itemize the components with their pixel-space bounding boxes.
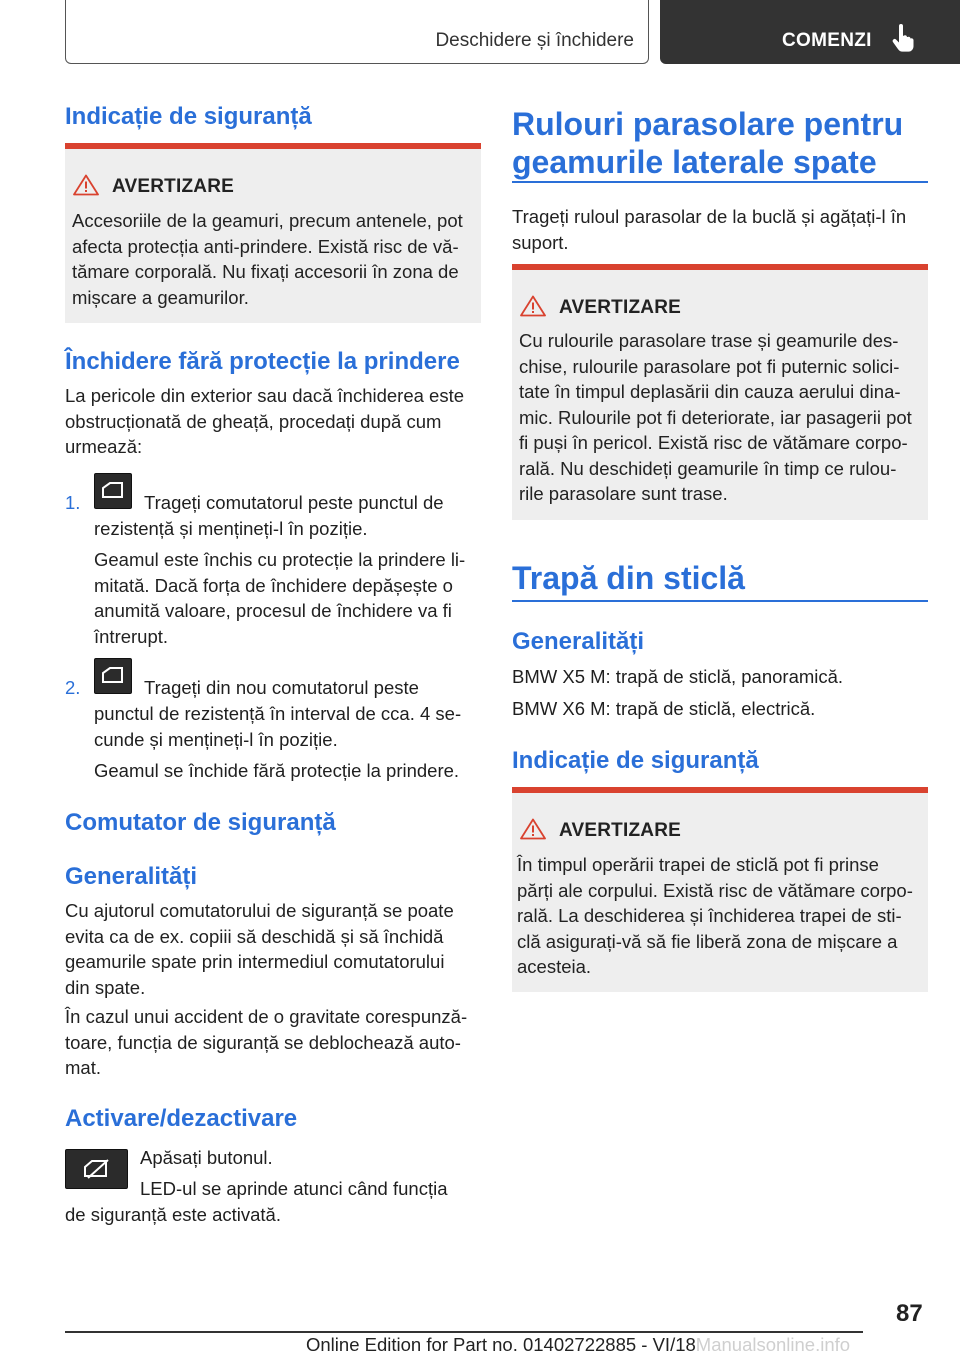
- accident-text: În cazul unui accident de o gravitate corespunză- toare, funcția de siguranță se deblochează auto- mat.: [65, 1006, 468, 1078]
- step-text: punctul de rezistență în interval de cca. 4 se-: [94, 703, 462, 724]
- warning-text: Cu rulourile parasolare trase și geamurile des- chise, rulourile parasolare pot fi puternic solici- tate în timpul deplasării din cauza aerului dina- mic. Rulourile pot fi deteriorate, iar pasagerii pot fi puși în pericol. Există risc de vătămare corpo- rală. Nu deschideți geamurile în timp ce rulou- rile parasolare sunt trase.: [519, 330, 912, 504]
- child-lock-button-icon: [65, 1149, 128, 1189]
- sunroof-heading: Trapă din sticlă: [512, 560, 745, 596]
- activation-heading: Activare/dezactivare: [65, 1105, 298, 1132]
- hand-pointer-icon: [892, 24, 914, 52]
- x5-text: BMW X5 M: trapă de sticlă, panoramică.: [512, 666, 844, 687]
- window-switch-icon: [94, 658, 132, 694]
- step-number: 2.: [65, 677, 81, 698]
- header-section-title: Deschidere și închidere: [435, 30, 634, 51]
- step-note: Geamul este închis cu protecție la prindere li- mitată. Dacă forța de închidere depășește o anumită valoare, procesul de închidere va fi întrerupt.: [94, 549, 466, 647]
- warning-text: În timpul operării trapei de sticlă pot fi prinse părți ale corpului. Există risc de vătămare corpo- rală. La deschiderea și închiderea trapei de sti- clă asigurați-vă să fie liberă zona de mișcare a acesteia.: [517, 854, 913, 977]
- page-number: 87: [896, 1300, 923, 1327]
- warning-box-accessories: [65, 143, 481, 323]
- step-text: rezistență și mențineți-l în poziție.: [94, 518, 368, 539]
- step-text: cunde și mențineți-l în poziție.: [94, 729, 338, 750]
- header-section-tab: [65, 0, 649, 64]
- x6-text: BMW X6 M: trapă de sticlă, electrică.: [512, 698, 816, 719]
- switch-heading: Comutator de siguranță: [65, 809, 336, 836]
- closing-heading: Închidere fără protecție la prindere: [65, 348, 460, 375]
- step-text: Trageți din nou comutatorul peste: [144, 677, 419, 698]
- header-chapter-title: COMENZI: [782, 30, 872, 51]
- footer-rule: [65, 1331, 863, 1333]
- warning-triangle-icon: [73, 174, 99, 196]
- warning-triangle-icon: [520, 818, 546, 840]
- step-note: Geamul se închide fără protecție la prindere.: [94, 760, 460, 781]
- activation-press-text: Apăsați butonul.: [140, 1147, 273, 1168]
- general-heading-right: Generalități: [512, 628, 645, 655]
- warning-title: AVERTIZARE: [112, 176, 234, 197]
- activation-led-text: LED-ul se aprinde atunci când funcția: [140, 1178, 448, 1199]
- warning-title: AVERTIZARE: [559, 820, 681, 841]
- step-text: Trageți comutatorul peste punctul de: [144, 492, 444, 513]
- header-chapter-tab: [660, 0, 960, 64]
- blinds-heading: Rulouri parasolare pentru geamurile laterale spate: [512, 106, 904, 180]
- general-text: Cu ajutorul comutatorului de siguranță se poate evita ca de ex. copiii să deschidă și să închidă geamurile spate prin intermediul comutatorului din spate.: [65, 900, 454, 998]
- window-switch-icon: [94, 473, 132, 509]
- warning-triangle-icon: [520, 295, 546, 317]
- warning-title: AVERTIZARE: [559, 297, 681, 318]
- general-heading-left: Generalități: [65, 863, 198, 890]
- warning-box-blinds: [512, 264, 928, 520]
- blinds-text: Trageți ruloul parasolar de la buclă și agățați-l în suport.: [512, 206, 907, 253]
- closing-intro: La pericole din exterior sau dacă închiderea este obstrucționată de gheață, procedați după cum urmează:: [65, 385, 465, 457]
- step-number: 1.: [65, 492, 81, 513]
- heading-rule: [512, 181, 928, 183]
- safety-heading-right: Indicație de siguranță: [512, 747, 759, 774]
- activation-led-text: de siguranță este activată.: [65, 1204, 281, 1225]
- footer-watermark: Manualsonline.info: [695, 1334, 851, 1355]
- warning-box-sunroof: [512, 787, 928, 992]
- safety-heading-left: Indicație de siguranță: [65, 103, 312, 130]
- heading-rule: [512, 600, 928, 602]
- footer-edition: Online Edition for Part no. 01402722885 - VI/18Manualsonline.info: [306, 1334, 851, 1355]
- warning-text: Accesoriile de la geamuri, precum antenele, pot afecta protecția anti-prindere. Există risc de vă- tămare corporală. Nu fixați accesorii în zona de mișcare a geamurilor.: [72, 210, 463, 308]
